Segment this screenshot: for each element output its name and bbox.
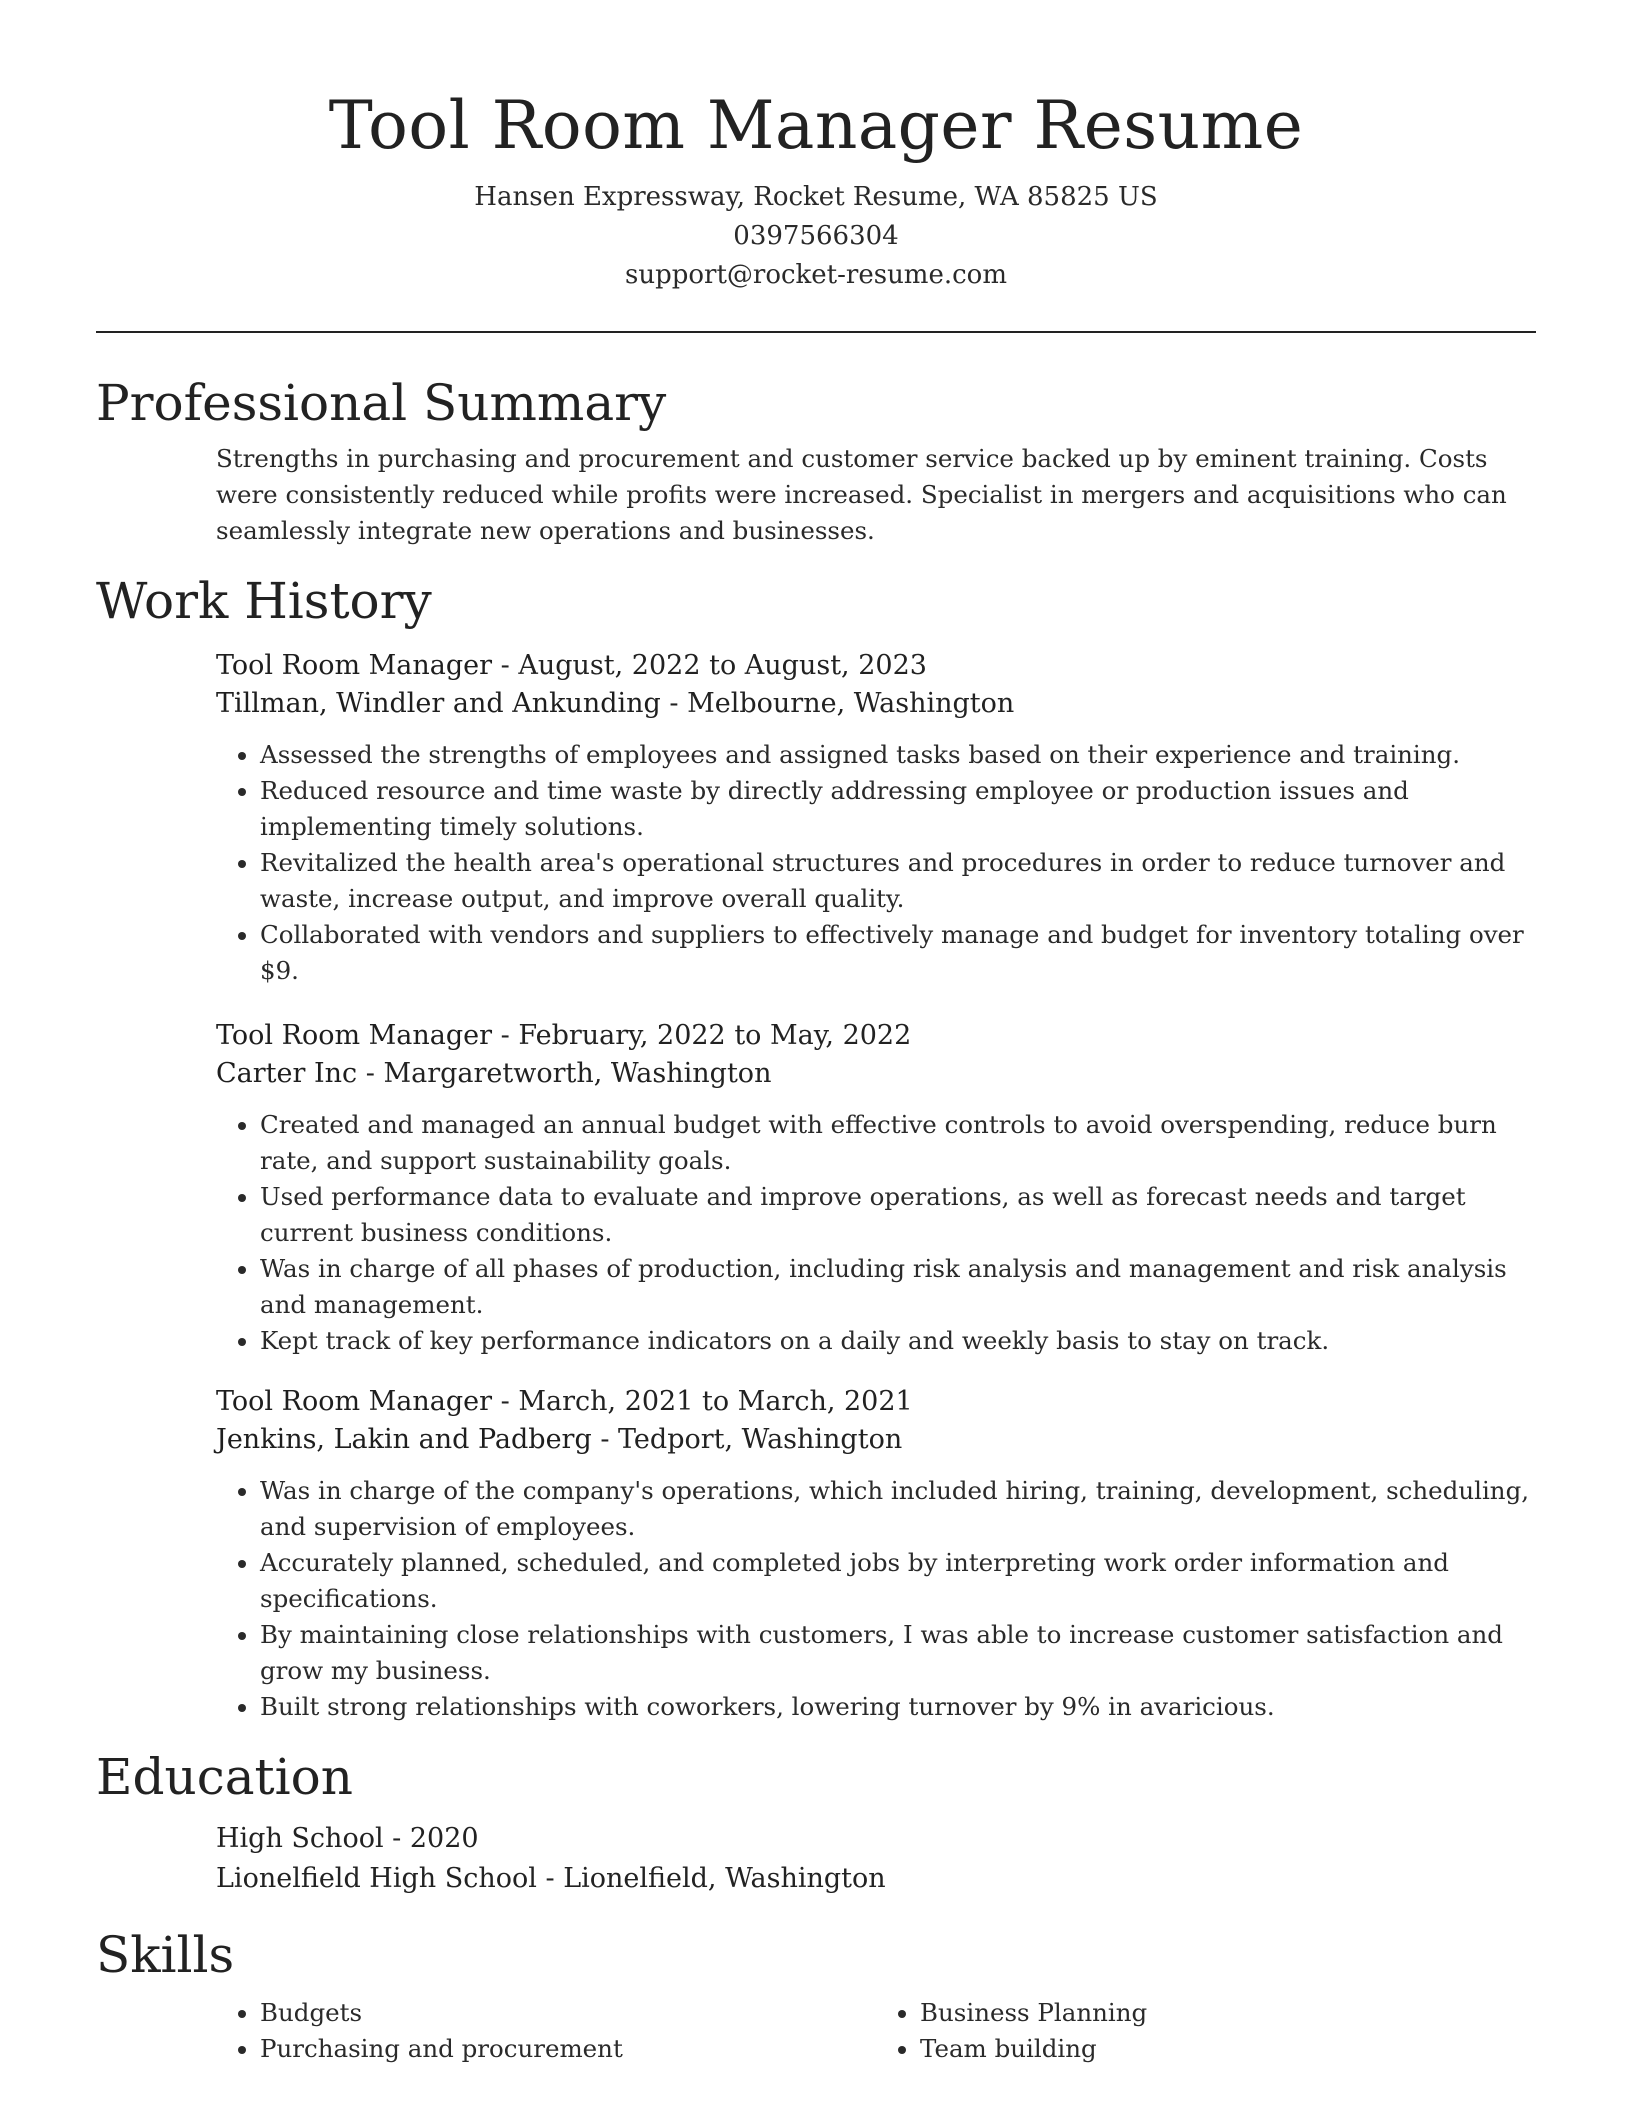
skill-item: • Purchasing and procurement xyxy=(260,2031,876,2067)
job-title: Tool Room Manager xyxy=(216,1386,493,1417)
job-bullet: • Used performance data to evaluate and improve operations, as well as forecast needs and target current business conditions. xyxy=(260,1179,1536,1251)
job-dates: - August, 2022 to August, 2023 xyxy=(492,650,927,681)
contact-phone: 0397566304 xyxy=(733,221,899,251)
skill-item: • Budgets xyxy=(260,1995,876,2031)
education-degree: High School xyxy=(216,1823,384,1854)
job-dates: - March, 2021 to March, 2021 xyxy=(492,1386,913,1417)
job-bullet: • Revitalized the health area's operational structures and procedures in order to reduce turnover and waste, increase output, and improve overall quality. xyxy=(260,845,1536,917)
education-location: - Lionelfield, Washington xyxy=(536,1863,886,1894)
job-title: Tool Room Manager xyxy=(216,1020,493,1051)
job-title-line xyxy=(216,647,1536,685)
job-company-line xyxy=(216,1421,1536,1459)
skill-item: • Business Planning xyxy=(920,1995,1536,2031)
job-bullet: • Created and managed an annual budget with effective controls to avoid overspending, reduce burn rate, and support sustainability goals. xyxy=(260,1107,1536,1179)
skill-item: • Team building xyxy=(920,2031,1536,2067)
summary-section xyxy=(96,371,1536,549)
skills-columns xyxy=(216,1995,1536,2067)
summary-text: Strengths in purchasing and procurement and customer service backed up by eminent training. Costs were consistently reduced while profits were increased. Specialist in mergers and acquisitions who can seamlessly integrate new operations and businesses. xyxy=(216,444,1507,545)
resume-name: Tool Room Manager Resume xyxy=(328,87,1304,164)
job-title-line xyxy=(216,1017,1536,1055)
education-school: Lionelfield High School xyxy=(216,1863,537,1894)
job-bullets xyxy=(216,1107,1536,1359)
job-bullet: • Built strong relationships with coworkers, lowering turnover by 9% in avaricious. xyxy=(260,1689,1536,1725)
skills-heading: Skills xyxy=(96,1926,235,1984)
education-heading: Education xyxy=(96,1748,353,1806)
job-location: - Tedport, Washington xyxy=(591,1424,903,1455)
header-divider xyxy=(96,331,1536,333)
contact-email: support@rocket-resume.com xyxy=(624,260,1007,290)
job-title-line xyxy=(216,1383,1536,1421)
job-bullet: • Was in charge of all phases of production, including risk analysis and management and risk analysis and management. xyxy=(260,1251,1536,1323)
education-entry xyxy=(216,1819,1536,1899)
job-entry xyxy=(216,1383,1536,1725)
job-bullet: • Was in charge of the company's operations, which included hiring, training, development, scheduling, and supervision of employees. xyxy=(260,1473,1536,1545)
work-history-section xyxy=(96,569,1536,1725)
contact-info xyxy=(96,178,1536,295)
job-location: - Melbourne, Washington xyxy=(660,688,1015,719)
contact-address: Hansen Expressway, Rocket Resume, WA 85825 US xyxy=(474,182,1158,212)
job-bullet: • Accurately planned, scheduled, and completed jobs by interpreting work order information and specifications. xyxy=(260,1545,1536,1617)
job-dates: - February, 2022 to May, 2022 xyxy=(492,1020,912,1051)
job-bullets xyxy=(216,1473,1536,1725)
education-section xyxy=(96,1745,1536,1899)
job-bullet: • Reduced resource and time waste by directly addressing employee or production issues and implementing timely solutions. xyxy=(260,773,1536,845)
job-title: Tool Room Manager xyxy=(216,650,493,681)
work-history-heading: Work History xyxy=(96,572,432,630)
job-company: Carter Inc xyxy=(216,1058,358,1089)
job-bullet: • Kept track of key performance indicators on a daily and weekly basis to stay on track. xyxy=(260,1323,1536,1359)
job-company-line xyxy=(216,685,1536,723)
job-entry xyxy=(216,1017,1536,1359)
job-company: Tillman, Windler and Ankunding xyxy=(216,688,661,719)
education-year: - 2020 xyxy=(383,1823,479,1854)
resume-header xyxy=(96,0,1536,295)
job-bullet: • By maintaining close relationships with customers, I was able to increase customer satisfaction and grow my business. xyxy=(260,1617,1536,1689)
skills-section xyxy=(96,1923,1536,2067)
education-school-line xyxy=(216,1859,1536,1899)
job-bullets xyxy=(216,737,1536,989)
resume-page xyxy=(96,0,1536,2067)
job-bullet: • Assessed the strengths of employees and assigned tasks based on their experience and training. xyxy=(260,737,1536,773)
skills-left-column xyxy=(216,1995,876,2067)
job-company-line xyxy=(216,1055,1536,1093)
job-entry xyxy=(216,647,1536,989)
education-degree-line xyxy=(216,1819,1536,1859)
skills-right-column xyxy=(876,1995,1536,2067)
job-company: Jenkins, Lakin and Padberg xyxy=(216,1424,592,1455)
job-bullet: • Collaborated with vendors and suppliers to effectively manage and budget for inventory totaling over $9. xyxy=(260,917,1536,989)
summary-heading: Professional Summary xyxy=(96,374,667,432)
job-location: - Margaretworth, Washington xyxy=(357,1058,772,1089)
